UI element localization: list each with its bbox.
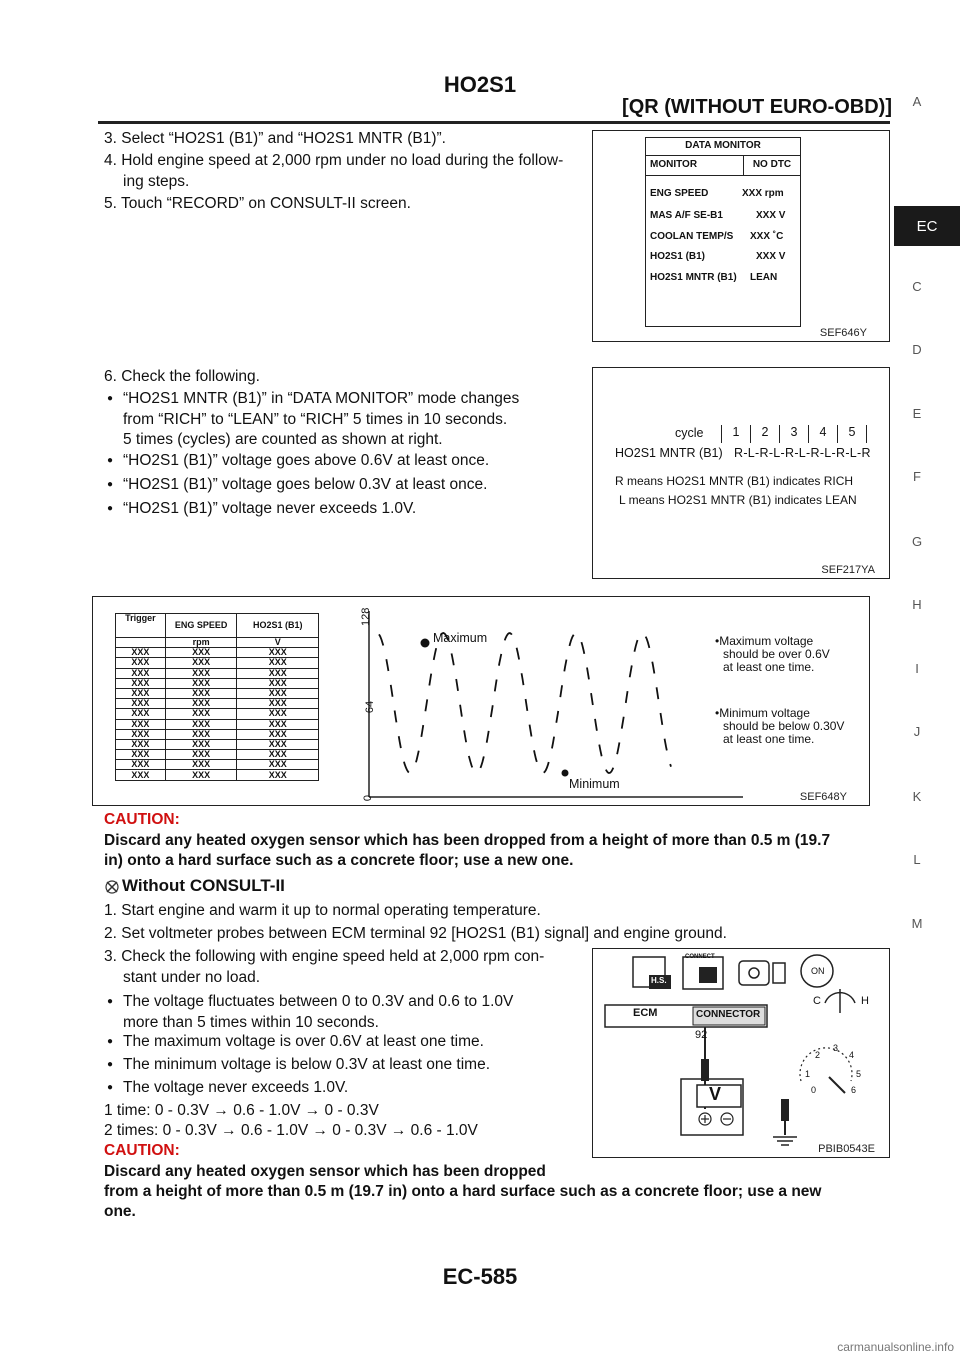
figure-code: PBIB0543E <box>818 1143 875 1155</box>
table-cell: XXX <box>116 699 166 709</box>
note-line: at least one time. <box>723 732 815 746</box>
table-row <box>116 719 319 729</box>
table-cell: XXX <box>237 699 319 709</box>
minimum-point <box>562 770 569 777</box>
monitor-row-name: HO2S1 (B1) <box>650 251 706 262</box>
table-cell: XXX <box>165 719 237 729</box>
monitor-title: DATA MONITOR <box>646 138 800 156</box>
table-cell: XXX <box>116 678 166 688</box>
table-cell: XXX <box>237 729 319 739</box>
monitor-col-monitor: MONITOR <box>646 156 744 175</box>
note-minimum <box>715 707 844 746</box>
gauge-h-label: H <box>861 995 869 1007</box>
side-index-c[interactable]: C <box>912 279 922 294</box>
note-line: •Maximum voltage <box>715 634 814 648</box>
table-cell: XXX <box>165 709 237 719</box>
table-cell: XXX <box>116 688 166 698</box>
note-line: should be below 0.30V <box>723 719 845 733</box>
sensor-icon <box>739 961 769 985</box>
table-cell: XXX <box>165 739 237 749</box>
dial-number: 1 <box>805 1069 811 1079</box>
cycle-number: 4 <box>809 425 838 443</box>
minimum-label: Minimum <box>569 777 620 791</box>
table-cell: XXX <box>165 770 237 780</box>
ecm-label: ECM <box>633 1007 658 1019</box>
side-index-j[interactable]: J <box>913 724 921 739</box>
table-cell: XXX <box>165 668 237 678</box>
table-row <box>116 678 319 688</box>
step-6-bullet-4: ● “HO2S1 (B1)” voltage never exceeds 1.0V. <box>123 498 416 519</box>
side-index-l[interactable]: L <box>913 852 921 867</box>
without-step-2: 2. Set voltmeter probes between ECM terminal 92 [HO2S1 (B1) signal] and engine ground. <box>104 925 727 942</box>
table-row <box>116 709 319 719</box>
page-subtitle: [QR (WITHOUT EURO-OBD)] <box>622 96 892 118</box>
table-cell: XXX <box>237 760 319 770</box>
figure-data-monitor <box>592 130 890 342</box>
caution-text: Discard any heated oxygen sensor which has been dropped <box>104 1163 546 1180</box>
one-time-sequence: 1 time: 0 - 0.3V → 0.6 - 1.0V → 0 - 0.3V <box>104 1102 379 1119</box>
table-cell: XXX <box>237 648 319 658</box>
monitor-row-name: COOLAN TEMP/S <box>650 231 734 242</box>
side-index-k[interactable]: K <box>912 789 922 804</box>
cycle-seq: R-L-R-L-R-L-R-L-R-L-R <box>734 446 871 460</box>
axis-128: 128 <box>360 607 372 626</box>
step-6: 6. Check the following. <box>104 368 260 385</box>
caution-text: Discard any heated oxygen sensor which has been dropped from a height of more than 0.5 m (19.7 <box>104 832 831 849</box>
caution-text: one. <box>104 1203 136 1220</box>
cycle-number: 3 <box>780 425 809 443</box>
table-cell: XXX <box>116 658 166 668</box>
table-row <box>116 770 319 780</box>
ho2s1-header: HO2S1 (B1) <box>237 614 319 638</box>
figure-cycle <box>592 367 890 579</box>
dial-number: 0 <box>811 1085 817 1095</box>
monitor-row-name: MAS A/F SE-B1 <box>650 210 723 221</box>
dial-number: 6 <box>851 1085 857 1095</box>
without-bullet-2: ● The maximum voltage is over 0.6V at least one time. <box>123 1031 484 1052</box>
maximum-point <box>421 639 430 648</box>
dial-number: 5 <box>856 1069 862 1079</box>
page-title: HO2S1 <box>443 72 517 97</box>
cycle-numbers <box>721 425 867 443</box>
ecm-wiring-diagram <box>593 949 891 1159</box>
table-row <box>116 668 319 678</box>
monitor-row-name: ENG SPEED <box>650 188 709 199</box>
trigger-header: Trigger <box>116 614 166 638</box>
without-step-1: 1. Start engine and warm it up to normal operating temperature. <box>104 902 541 919</box>
unit-cell: rpm <box>165 638 237 648</box>
terminal-label: 92 <box>695 1029 708 1041</box>
table-row <box>116 739 319 749</box>
table-cell: XXX <box>116 770 166 780</box>
connector-label: CONNECTOR <box>696 1009 761 1020</box>
without-bullet-3: ● The minimum voltage is below 0.3V at least one time. <box>123 1054 490 1075</box>
cycle-l-means: L means HO2S1 MNTR (B1) indicates LEAN <box>619 493 857 507</box>
caution-text: in) onto a hard surface such as a concrete floor; use a new one. <box>104 852 574 869</box>
table-row <box>116 729 319 739</box>
gauge-c-label: C <box>813 995 821 1007</box>
unit-cell: V <box>237 638 319 648</box>
table-cell: XXX <box>237 688 319 698</box>
monitor-col-nodtc: NO DTC <box>752 159 792 170</box>
table-cell: XXX <box>165 699 237 709</box>
dial-number: 2 <box>815 1050 821 1060</box>
monitor-row-name: HO2S1 MNTR (B1) <box>650 272 737 283</box>
side-index-ec-active[interactable]: EC <box>894 206 960 246</box>
dial-number: 3 <box>833 1043 839 1053</box>
table-row <box>116 648 319 658</box>
figure-waveform <box>92 596 870 806</box>
two-times-sequence: 2 times: 0 - 0.3V → 0.6 - 1.0V → 0 - 0.3V → 0.6 - 1.0V <box>104 1122 478 1139</box>
step-4: 4. Hold engine speed at 2,000 rpm under no load during the follow- <box>104 152 564 169</box>
side-index-h[interactable]: H <box>912 597 922 612</box>
waveform-line <box>379 633 671 773</box>
table-cell: XXX <box>116 648 166 658</box>
cycle-number: 1 <box>722 425 751 443</box>
monitor-screen <box>645 137 801 327</box>
step-6-bullet-2: ● “HO2S1 (B1)” voltage goes above 0.6V at least once. <box>123 450 489 471</box>
table-cell: XXX <box>116 709 166 719</box>
cycle-number: 5 <box>838 425 867 443</box>
figure-code: SEF646Y <box>819 327 867 339</box>
step-5: 5. Touch “RECORD” on CONSULT-II screen. <box>104 195 411 212</box>
table-cell: XXX <box>237 719 319 729</box>
no-consult-icon <box>104 879 120 895</box>
monitor-row-value: XXX rpm <box>742 188 784 199</box>
table-cell: XXX <box>237 668 319 678</box>
maximum-label: Maximum <box>433 631 488 645</box>
caution-label: CAUTION: <box>104 811 180 828</box>
step-6-bullet-3: ● “HO2S1 (B1)” voltage goes below 0.3V at least once. <box>123 474 487 495</box>
monitor-row-value: XXX V <box>756 251 786 262</box>
table-row <box>116 688 319 698</box>
header-rule <box>98 121 890 124</box>
eng-speed-header: ENG SPEED <box>165 614 237 638</box>
step-6-bullet-1: ● “HO2S1 MNTR (B1)” in “DATA MONITOR” mode changes <box>123 388 519 409</box>
note-line: should be over 0.6V <box>723 647 830 661</box>
step-3: 3. Select “HO2S1 (B1)” and “HO2S1 MNTR (B1)”. <box>104 130 446 147</box>
table-cell: XXX <box>116 760 166 770</box>
caution-text: from a height of more than 0.5 m (19.7 in) onto a hard surface such as a concrete floor; use a new <box>104 1183 822 1200</box>
step-4-cont: ing steps. <box>123 173 190 190</box>
cycle-r-means: R means HO2S1 MNTR (B1) indicates RICH <box>615 474 854 488</box>
side-index-a[interactable]: A <box>912 94 922 109</box>
table-cell: XXX <box>165 678 237 688</box>
table-cell: XXX <box>165 648 237 658</box>
waveform-plot <box>343 601 863 805</box>
connect-label: CONNECT <box>685 954 715 960</box>
side-index-d[interactable]: D <box>912 342 922 357</box>
page-number: EC-585 <box>442 1264 518 1289</box>
note-maximum <box>715 635 830 674</box>
step-6-bullet-1-line: 5 times (cycles) are counted as shown at right. <box>123 431 443 448</box>
voltmeter-label: V <box>709 1084 722 1104</box>
side-index-e[interactable]: E <box>912 406 922 421</box>
table-cell: XXX <box>237 709 319 719</box>
cycle-label: cycle <box>675 426 704 440</box>
table-cell: XXX <box>165 688 237 698</box>
table-cell: XXX <box>165 760 237 770</box>
monitor-row-value: XXX V <box>756 210 786 221</box>
cycle-seq-label: HO2S1 MNTR (B1) <box>615 446 723 460</box>
monitor-row-value: XXX ˚C <box>750 231 784 242</box>
section-title: Without CONSULT-II <box>122 876 285 895</box>
without-step-3: 3. Check the following with engine speed held at 2,000 rpm con- <box>104 948 545 965</box>
without-step-3-cont: stant under no load. <box>123 969 261 986</box>
table-row <box>116 760 319 770</box>
side-index-i[interactable]: I <box>915 661 919 676</box>
watermark: carmanualsonline.info <box>837 1340 954 1354</box>
table-cell: XXX <box>116 739 166 749</box>
axis-64: 64 <box>364 700 377 714</box>
step-6-bullet-1-line: from “RICH” to “LEAN” to “RICH” 5 times in 10 seconds. <box>123 411 508 428</box>
table-cell: XXX <box>237 678 319 688</box>
without-bullet-1-line: more than 5 times within 10 seconds. <box>123 1014 379 1031</box>
hs-label: H.S. <box>651 976 667 985</box>
trigger-rows <box>116 648 319 780</box>
without-bullet-1: ● The voltage fluctuates between 0 to 0.3V and 0.6 to 1.0V <box>123 991 513 1012</box>
table-cell: XXX <box>116 719 166 729</box>
side-index-m[interactable]: M <box>911 916 923 931</box>
table-row <box>116 658 319 668</box>
figure-code: SEF648Y <box>799 791 847 803</box>
on-label: ON <box>811 966 825 976</box>
table-cell: XXX <box>165 658 237 668</box>
table-cell: XXX <box>165 729 237 739</box>
table-cell: XXX <box>237 658 319 668</box>
table-cell: XXX <box>165 750 237 760</box>
table-cell: XXX <box>116 729 166 739</box>
trigger-table <box>115 613 319 781</box>
table-cell: XXX <box>237 770 319 780</box>
monitor-row-value: LEAN <box>750 272 778 283</box>
monitor-col-header <box>646 156 800 176</box>
side-index-f[interactable]: F <box>913 469 921 484</box>
cycle-number: 2 <box>751 425 780 443</box>
unit-cell <box>116 638 166 648</box>
caution-label: CAUTION: <box>104 1142 180 1159</box>
table-row <box>116 750 319 760</box>
side-index-g[interactable]: G <box>911 534 923 549</box>
note-line: at least one time. <box>723 660 815 674</box>
table-cell: XXX <box>237 739 319 749</box>
note-line: •Minimum voltage <box>715 706 810 720</box>
table-row <box>116 699 319 709</box>
table-cell: XXX <box>116 750 166 760</box>
figure-code: SEF217YA <box>821 564 875 576</box>
axis-0: 0 <box>362 794 375 802</box>
dial-number: 4 <box>849 1050 855 1060</box>
table-cell: XXX <box>116 668 166 678</box>
table-cell: XXX <box>237 750 319 760</box>
figure-ecm-connector <box>592 948 890 1158</box>
without-bullet-4: ● The voltage never exceeds 1.0V. <box>123 1077 348 1098</box>
